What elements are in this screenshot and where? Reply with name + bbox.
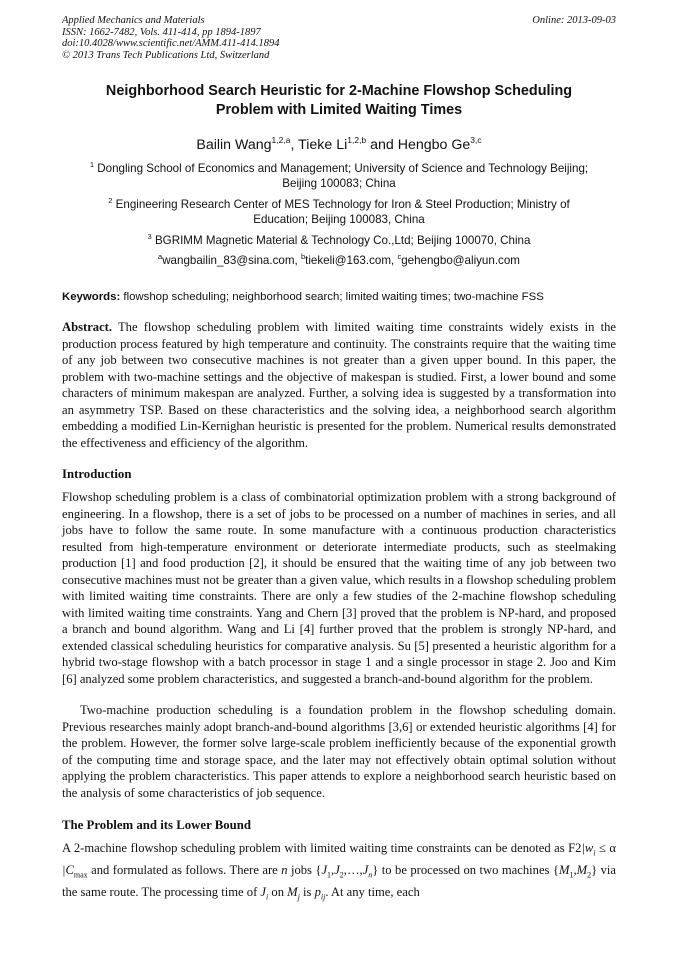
problem-text: via the same route. The processing time of [62,863,616,900]
copyright-line: © 2013 Trans Tech Publications Ltd, Switzerland [62,49,270,61]
math-mj [287,885,300,902]
problem-text: jobs [287,863,316,878]
keywords-text: flowshop scheduling; neighborhood search; limited waiting times; two-machine FSS [120,291,544,303]
math-sub: n [368,870,373,880]
author-1-name: Bailin Wang [196,137,272,153]
email-b-marker: b [300,252,306,261]
math-j: J [321,863,328,878]
math-sub: 1 [327,870,332,880]
problem-text: to be processed on two machines [378,863,553,878]
author-list [62,130,616,155]
math-brace: } [591,863,598,878]
title-line-2: Problem with Limited Waiting Times [215,102,463,118]
problem-text: is [299,885,315,900]
math-j: J [334,863,340,878]
keywords-label: Keywords: [62,291,121,303]
math-job-set: $\{J_1,J_2,\dots,J_n\}$ [315,863,379,880]
email-b[interactable]: tiekeli@163.com, [305,254,398,267]
math-brace: { [552,863,559,878]
problem-text: A 2-machine flowshop scheduling problem with limited waiting time constraints can be denoted as [62,841,569,855]
affiliation-2-line-1: Engineering Research Center of MES Technology for Iron & Steel Production; Ministry of [112,198,570,211]
introduction-paragraph-1: Flowshop scheduling problem is a class of combinatorial optimization problem with a strong background of engineering. In a flowshop, there is a set of jobs to be processed on a number of machines in series, and all jobs have to follow the same route. In some manufacture with a continuous production characteristics resulted from high-temperature environment or deteriorate intermediate products, such as steelmaking production [1] and food production [2], it should be ensured that the waiting time of any job between two consecutive machines must not be greater than a given value, which results in a flowshop scheduling problem with limited waiting time constraints. There are only a few studies of the 2-machine flowshop scheduling with limited waiting time constraints. Yang and Chern [3] proved that the problem is NP-hard, and proposed a branch and bound algorithm. Wang and Li [4] further proved that the problem is strongly NP-hard, and extended classical scheduling heuristics for comparative analysis. Su [5] presented a heuristic algorithm for a hybrid two-stage flowshop with a batch processor in stage 1 and a single processor in stage 2. Joo and Kim [6] analyzed some problem characteristics, and suggested a branch-and-bound algorithm for the problem. [62,490,616,686]
math-w: w [584,841,594,855]
math-pij [314,885,326,902]
math-p: p [314,885,321,900]
math-sub: 2 [587,870,592,880]
journal-name: Applied Mechanics and Materials [62,15,205,26]
email-a[interactable]: wangbailin_83@sina.com, [162,254,301,267]
math-j: J [260,885,267,900]
math-sub: 1 [569,870,574,880]
author-2-affil: 1,2,b [347,135,367,145]
math-m: M [287,885,298,900]
math-w-sub: i [593,848,596,858]
doi-line: doi:10.4028/www.scientific.net/AMM.411-414.1894 [62,38,280,50]
author-3-affil: 3,c [470,135,482,145]
abstract-label: Abstract. [62,320,113,334]
email-c-marker: c [397,252,402,261]
problem-text: on [268,885,288,900]
affiliation-2 [62,193,616,227]
author-3-name: Hengbo Ge [397,137,471,153]
math-sub: ij [320,892,326,902]
paper-title [62,82,616,120]
journal-header [62,15,616,61]
math-c-sub: max [73,870,88,880]
section-heading-problem: The Problem and its Lower Bound [62,818,252,832]
author-emails [62,249,616,268]
affiliation-1 [62,157,616,191]
math-machine-set: $\{M_1,M_2\}$ [552,863,598,880]
affiliation-3-line-1: BGRIMM Magnetic Material & Technology Co.,Ltd; Beijing 100070, China [151,234,531,247]
email-a-marker: a [158,252,163,261]
affiliation-1-number: 1 [89,160,95,169]
problem-notation: $F2|w_i \le \alpha$ $|C_{max}$ [62,841,616,880]
math-brace: { [315,863,322,878]
problem-text: and formulated as follows. There are [87,863,282,878]
math-sub: i [266,892,269,902]
author-separator: and [366,137,398,153]
math-le-alpha: ≤ α [595,841,616,855]
math-n: n [281,863,288,878]
problem-text: . At any time, each [325,885,420,900]
author-1-affil: 1,2,a [271,135,291,145]
section-heading-introduction: Introduction [62,467,132,481]
math-j: J [362,863,369,878]
abstract [62,319,616,451]
issn-line: ISSN: 1662-7482, Vols. 411-414, pp 1894-1897 [62,26,261,38]
abstract-text: The flowshop scheduling problem with limited waiting time constraints widely exists in the production process featured by high temperature and continuity. The constraints require that the waiting time of any job between two consecutive machines is not greater than a given upper bound. In this paper, the problem with two-machine settings and the objective of makespan is studied. First, a lower bound and some characters of minimum makespan are analyzed. Further, a solving idea is suggested by a transformation into an asymmetry TSP. Based on these characteristics and the solving idea, a neighborhood search algorithm embedding a modified Lin-Kernighan heuristic is presented for the problem. Numerical results demonstrated the effectiveness and efficiency of the algorithm. [62,320,616,450]
math-m: M [576,863,588,878]
math-sub: j [297,892,300,902]
online-date: Online: 2013-09-03 [532,15,616,26]
math-brace: } [372,863,379,878]
math-sub: 2 [339,870,344,880]
keywords [62,290,616,305]
affiliation-1-line-2: Beijing 100083; China [282,177,396,191]
affiliation-3-number: 3 [147,232,152,241]
introduction-paragraph-2: Two-machine production scheduling is a foundation problem in the flowshop scheduling domain. Previous researches mainly adopt branch-and-bound algorithms [3,6] or extended heuristic algorithms [4] for the problem. However, the former solve large-scale problem inefficiently because of the exponential growth of the computing time and storage space, and the later may not effectively obtain optimal solution without applying the problem characteristics. This paper attends to explore a neighborhood search heuristic based on the analysis of some characteristics of job sequence. [62,703,616,800]
problem-paragraph-1 [62,840,616,906]
affiliation-2-line-2: Education; Beijing 100083, China [253,213,425,227]
author-2-name: Tieke Li [298,137,348,153]
affiliation-3 [62,229,616,248]
affiliation-1-line-1: Dongling School of Economics and Management; University of Science and Technology Beijing; [94,162,589,175]
math-f2: F2 [568,841,582,855]
math-m: M [558,863,570,878]
math-c: C [65,863,74,878]
math-dots: ,…, [343,863,363,878]
title-line-1: Neighborhood Search Heuristic for 2-Machine Flowshop Scheduling [105,83,573,99]
email-c[interactable]: gehengbo@aliyun.com [401,254,520,267]
affiliation-2-number: 2 [108,196,113,205]
author-separator: , [290,137,299,153]
